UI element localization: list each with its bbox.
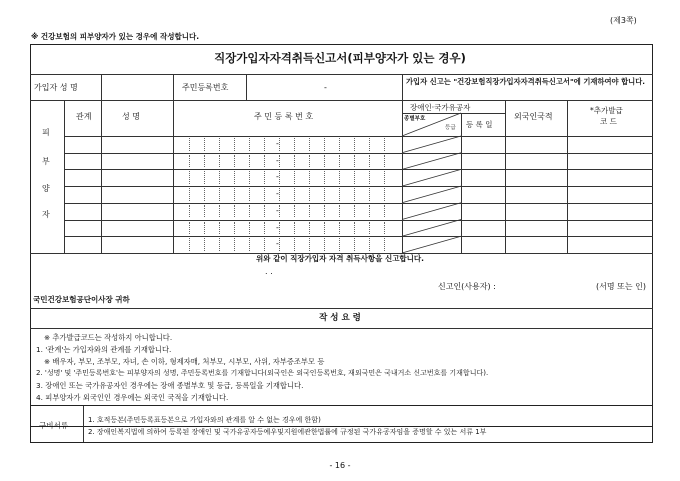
page-number: - 16 - — [329, 461, 351, 470]
declaration-text: 위와 같이 직장가입자 자격 취득사항을 신고합니다. — [255, 254, 425, 263]
subscriber-name-label: 가입자 성 명 — [34, 83, 78, 92]
cell-diagonal — [402, 169, 461, 186]
document-item: 2. 장애인복지법에 의하여 등록된 장애인 및 국가유공자등예우및지원에관한법률에 규정된 국가유공자임을 증명할 수 있는 서류 1부 — [88, 428, 487, 436]
rrn-dash: - — [276, 222, 279, 232]
h-decl-bottom — [30, 308, 653, 309]
rrn-dash: - — [276, 172, 279, 182]
rrn-dash: - — [276, 239, 279, 249]
document-item: 1. 호적등본(주민등록표등본으로 가입자와의 관계를 알 수 없는 경우에 한함) — [88, 416, 321, 424]
cell-diagonal — [402, 236, 461, 253]
side-char-3: 양 — [42, 184, 50, 193]
header-grade: 등급 — [445, 125, 456, 131]
cell-diagonal — [402, 186, 461, 203]
cell-diagonal — [402, 136, 461, 153]
header-relation: 관계 — [76, 112, 92, 121]
rrn-dash: - — [276, 205, 279, 215]
header-nationality: 외국인국적 — [514, 112, 553, 121]
side-char-2: 부 — [42, 157, 50, 166]
instruction-item: ※ 배우자, 부모, 조부모, 자녀, 손 이하, 형제자매, 처부모, 시부모, 사위, 자부증조부모 등 — [44, 357, 325, 366]
subscriber-rrn-dash: - — [324, 83, 327, 92]
cell-diagonal — [402, 220, 461, 237]
cell-diagonal — [402, 153, 461, 170]
header-extra-code-2: 코 드 — [600, 117, 617, 126]
instruction-item: ※ 추가발급코드는 작성하지 아니합니다. — [44, 333, 173, 342]
reporter-label: 신고인(사용자) : — [438, 282, 496, 291]
h-instr-title — [30, 328, 653, 329]
recipient-text: 국민건강보험공단이사장 귀하 — [33, 295, 130, 304]
instruction-item: 1. '관계'는 가입자와의 관계를 기재합니다. — [36, 345, 172, 354]
side-char-4: 자 — [42, 210, 50, 219]
form-number: (제3쪽) — [610, 16, 637, 25]
subscriber-rrn-label: 주민등록번호 — [182, 83, 229, 92]
header-extra-code-1: *추가발급 — [590, 106, 623, 115]
header-disabled-group: 장애인·국가유공자 — [410, 103, 471, 112]
header-type-code: 종별부호 — [404, 116, 426, 122]
rrn-dash: - — [276, 155, 279, 165]
instruction-item: 4. 피부양자가 외국인인 경우에는 외국인 국적을 기재합니다. — [36, 393, 229, 402]
signature-label[interactable]: (서명 또는 인) — [596, 282, 646, 291]
instruction-item: 3. 장애인 또는 국가유공자인 경우에는 장애 종별부호 및 등급, 등록일을 기재합니다. — [36, 381, 304, 390]
date-dots: . . — [265, 267, 273, 276]
rrn-dash: - — [276, 189, 279, 199]
instructions-title: 작 성 요 령 — [319, 313, 361, 323]
cell-diagonal — [402, 203, 461, 220]
subscriber-notice: 가입자 신고는 "건강보험직장가입자자격취득신고서"에 기재하여야 합니다. — [406, 77, 646, 86]
cell-diagonal — [402, 113, 461, 136]
instruction-item: 2. '성명' 및 '주민등록번호'는 피부양자의 성명, 주민등록번호를 기재합니다(외국인은 외국인등록번호, 재외국민은 국내거소 신고번호를 기재합니다). — [36, 369, 489, 377]
header-rrn: 주 민 등 록 번 호 — [254, 112, 314, 121]
top-note: ※ 건강보험의 피부양자가 있는 경우에 작성합니다. — [31, 32, 200, 41]
form-title: 직장가입자자격취득신고서(피부양자가 있는 경우) — [214, 51, 466, 65]
rrn-dash: - — [276, 139, 279, 148]
header-reg-date: 등 록 일 — [466, 120, 493, 129]
side-char-1: 피 — [42, 128, 50, 137]
documents-frame — [30, 405, 653, 443]
documents-label: 구비서류 — [39, 421, 68, 430]
header-name: 성 명 — [122, 112, 140, 121]
